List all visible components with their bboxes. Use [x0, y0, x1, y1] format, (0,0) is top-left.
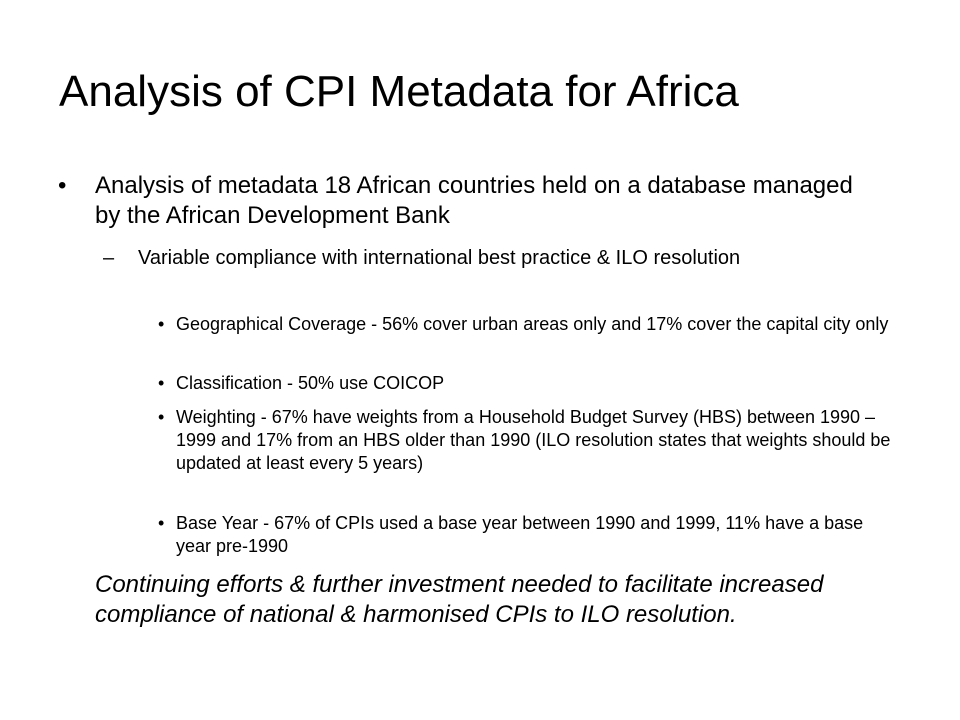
detail-bullet-weighting: [158, 406, 898, 475]
detail-bullet-classification: [158, 372, 898, 395]
bullet-marker: •: [158, 407, 165, 427]
detail-text: Classification - 50% use COICOP: [176, 373, 445, 393]
slide-title: Analysis of CPI Metadata for Africa: [59, 67, 739, 116]
detail-text: Base Year - 67% of CPIs used a base year between 1990 and 1999, 11% have a base year pre-1990: [176, 513, 864, 556]
detail-bullet-geographical-coverage: [158, 313, 898, 336]
dash-marker: –: [103, 247, 115, 269]
main-bullet: [58, 171, 868, 231]
detail-text: Weighting - 67% have weights from a Household Budget Survey (HBS) between 1990 – 1999 and 17% from an HBS older than 1990 (ILO resolution states that weights should be updated at least every 5 years): [176, 407, 891, 473]
sub-bullet: [103, 246, 843, 271]
bullet-marker: •: [158, 314, 165, 334]
detail-text: Geographical Coverage - 56% cover urban areas only and 17% cover the capital city only: [176, 314, 889, 334]
bullet-marker: •: [158, 373, 165, 393]
conclusion-text: Continuing efforts & further investment needed to facilitate increased compliance of national & harmonised CPIs to ILO resolution.: [95, 571, 824, 628]
bullet-marker: •: [58, 172, 67, 199]
detail-bullet-base-year: [158, 512, 898, 558]
main-bullet-text: Analysis of metadata 18 African countries held on a database managed by the African Development Bank: [95, 172, 853, 229]
bullet-marker: •: [158, 513, 165, 533]
sub-bullet-text: Variable compliance with international best practice & ILO resolution: [138, 247, 741, 269]
